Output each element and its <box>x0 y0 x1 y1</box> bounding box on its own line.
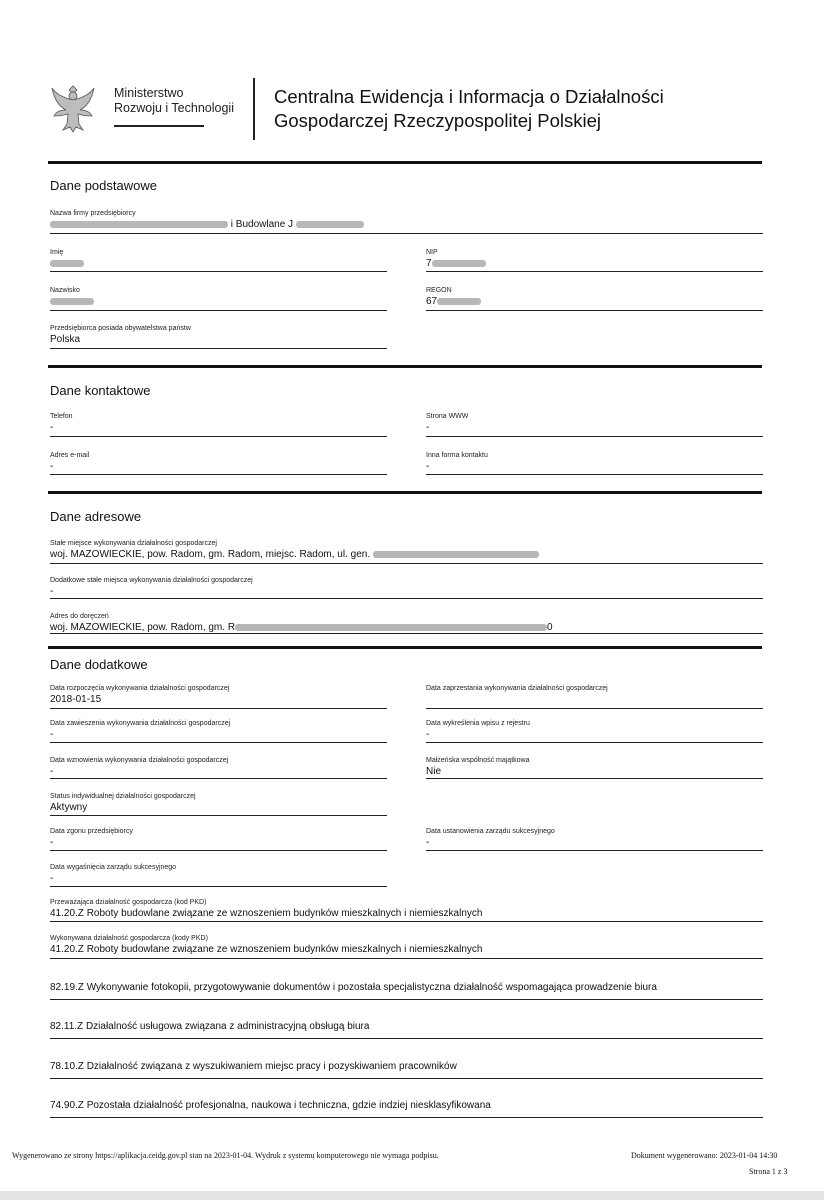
field-label: Nazwisko <box>50 287 80 294</box>
field-label: Data zgonu przedsiębiorcy <box>50 828 133 835</box>
field-website <box>426 412 763 437</box>
field-additional-address <box>50 576 763 599</box>
field-last-name <box>50 286 387 311</box>
section-title-adresowe: Dane adresowe <box>50 509 142 524</box>
field-suspension-date <box>50 719 387 743</box>
field-label: Adres do doręczeń <box>50 613 109 620</box>
field-value: - <box>426 729 430 740</box>
field-underline <box>50 271 387 273</box>
field-value: - <box>50 586 54 597</box>
field-value: Aktywny <box>50 802 88 813</box>
pkd-item: 74.90.Z Pozostała działalność profesjonalna, naukowa i techniczna, gdzie indziej niesklasyfikowana <box>50 1100 491 1111</box>
field-delivery-address <box>50 612 763 634</box>
field-underline <box>50 815 387 817</box>
field-value: - <box>50 729 54 740</box>
pkd-row <box>50 1100 763 1118</box>
field-label: Nazwa firmy przedsiębiorcy <box>50 210 136 217</box>
field-value <box>50 219 763 231</box>
field-label: Imię <box>50 249 64 256</box>
pkd-item: 41.20.Z Roboty budowlane związane ze wznoszeniem budynków mieszkalnych i niemieszkalnych <box>50 944 483 955</box>
field-underline <box>50 742 387 744</box>
field-nip <box>426 248 763 272</box>
field-underline <box>50 633 763 635</box>
section-rule <box>48 161 762 164</box>
field-pkd-list <box>50 934 763 959</box>
register-title <box>274 85 794 133</box>
field-underline <box>50 1038 763 1040</box>
ministry-underline <box>114 125 204 127</box>
field-underline <box>50 598 763 600</box>
field-underline <box>50 310 387 312</box>
field-label: Dodatkowe stałe miejsca wykonywania działalności gospodarczej <box>50 577 253 584</box>
nip-prefix: 7 <box>426 258 432 269</box>
pkd-item: 82.11.Z Działalność usługowa związana z administracyjną obsługą biura <box>50 1021 370 1032</box>
field-value <box>50 296 387 308</box>
field-value <box>50 549 763 561</box>
field-label: Adres e-mail <box>50 452 90 459</box>
field-underline <box>426 436 763 438</box>
ministry-line-2: Rozwoju i Technologii <box>114 101 234 115</box>
field-value: - <box>50 837 54 848</box>
redaction-bar <box>373 551 539 558</box>
field-label: Data wygaśnięcia zarządu sukcesyjnego <box>50 864 177 871</box>
scan-edge <box>0 1191 824 1200</box>
redaction-bar <box>50 221 228 228</box>
delivery-address-visible: woj. MAZOWIECKIE, pow. Radom, gm. R <box>50 622 236 633</box>
section-title-podstawowe: Dane podstawowe <box>50 178 157 193</box>
field-label: Małżeńska wspólność majątkowa <box>426 757 530 764</box>
field-value <box>50 258 387 270</box>
section-rule <box>48 365 762 368</box>
field-value <box>426 296 763 308</box>
field-first-name <box>50 248 387 272</box>
field-underline <box>50 1078 763 1080</box>
company-name-visible: i Budowlane J <box>230 219 294 230</box>
pkd-item: 78.10.Z Działalność związana z wyszukiwaniem miejsc pracy i pozyskiwaniem pracowników <box>50 1061 457 1072</box>
footer-page-number: Strona 1 z 3 <box>749 1167 788 1176</box>
footer-generated-note: Wygenerowano ze strony https://aplikacja.ceidg.gov.pl stan na 2023-01-04. Wydruk z systemu komputerowego nie wymaga podpisu. <box>12 1151 439 1160</box>
pkd-row <box>50 1061 763 1079</box>
field-value <box>426 258 763 270</box>
redaction-bar <box>296 221 364 228</box>
field-label: Inna forma kontaktu <box>426 452 488 459</box>
field-underline <box>50 348 387 350</box>
field-underline <box>50 474 387 476</box>
field-value: - <box>50 422 54 433</box>
field-underline <box>50 563 763 565</box>
redaction-bar <box>50 260 84 267</box>
field-underline <box>50 233 763 235</box>
field-value: Nie <box>426 766 442 777</box>
field-email <box>50 451 387 475</box>
field-main-address <box>50 539 763 564</box>
field-label: Strona WWW <box>426 413 469 420</box>
field-underline <box>426 778 763 780</box>
field-underline <box>50 708 387 710</box>
field-succession-end <box>50 863 387 887</box>
field-deletion-date <box>426 719 763 743</box>
header-divider <box>253 78 255 140</box>
field-underline <box>50 778 387 780</box>
field-resumption-date <box>50 756 387 779</box>
field-status <box>50 792 387 816</box>
pkd-row <box>50 1021 763 1039</box>
field-marital-property <box>426 756 763 779</box>
eagle-emblem-icon <box>50 82 96 134</box>
field-label: Data wznowienia wykonywania działalności gospodarczej <box>50 757 229 764</box>
field-label: Przedsiębiorca posiada obywatelstwa państw <box>50 325 191 332</box>
footer-generated-date: Dokument wygenerowano: 2023-01-04 14:30 <box>631 1151 778 1160</box>
field-other-contact <box>426 451 763 475</box>
field-value: 41.20.Z Roboty budowlane związane ze wznoszeniem budynków mieszkalnych i niemieszkalnych <box>50 908 483 919</box>
field-underline <box>50 921 763 923</box>
redaction-bar <box>437 298 481 305</box>
field-value: - <box>50 873 54 884</box>
ministry-line-1: Ministerstwo <box>114 86 184 100</box>
field-label: Data ustanowienia zarządu sukcesyjnego <box>426 828 555 835</box>
field-underline <box>50 999 763 1001</box>
field-end-date <box>426 684 763 709</box>
field-label: REGON <box>426 287 452 294</box>
register-title-line-2: Gospodarczej Rzeczypospolitej Polskiej <box>274 110 601 131</box>
field-underline <box>426 271 763 273</box>
pkd-item: 82.19.Z Wykonywanie fotokopii, przygotowywanie dokumentów i pozostała specjalistyczna działalność wspomagająca prowadzenie biura <box>50 982 657 993</box>
field-value: - <box>426 422 430 433</box>
field-value: - <box>50 461 54 472</box>
field-underline <box>426 850 763 852</box>
field-underline <box>426 474 763 476</box>
field-succession-start <box>426 827 763 851</box>
address-visible: woj. MAZOWIECKIE, pow. Radom, gm. Radom, miejsc. Radom, ul. gen. <box>50 549 371 560</box>
field-underline <box>50 1117 763 1119</box>
pkd-row <box>50 982 763 1000</box>
field-label: Telefon <box>50 413 73 420</box>
field-label: Data zawieszenia wykonywania działalności gospodarczej <box>50 720 231 727</box>
field-underline <box>50 436 387 438</box>
field-label: Wykonywana działalność gospodarcza (kody PKD) <box>50 935 208 942</box>
field-value: - <box>50 766 54 777</box>
field-underline <box>50 850 387 852</box>
field-label: Status indywidualnej działalności gospodarczej <box>50 793 196 800</box>
section-rule <box>48 491 762 494</box>
section-title-dodatkowe: Dane dodatkowe <box>50 657 148 672</box>
field-underline <box>426 742 763 744</box>
field-underline <box>50 958 763 960</box>
field-label: Data wykreślenia wpisu z rejestru <box>426 720 530 727</box>
field-main-pkd <box>50 898 763 922</box>
section-rule <box>48 646 762 649</box>
section-title-kontaktowe: Dane kontaktowe <box>50 383 151 398</box>
field-phone <box>50 412 387 437</box>
ministry-name <box>114 86 234 116</box>
field-label: NIP <box>426 249 438 256</box>
redaction-bar <box>432 260 486 267</box>
redaction-bar <box>235 624 547 631</box>
field-underline <box>426 708 763 710</box>
field-start-date <box>50 684 387 709</box>
field-company-name <box>50 209 763 234</box>
delivery-address-tail: 0 <box>547 622 553 633</box>
register-title-line-1: Centralna Ewidencja i Informacja o Działalności <box>274 86 664 107</box>
field-value: - <box>426 837 430 848</box>
redaction-bar <box>50 298 94 305</box>
field-underline <box>426 310 763 312</box>
field-value: Polska <box>50 334 81 345</box>
field-citizenship <box>50 324 387 349</box>
field-label: Data rozpoczęcia wykonywania działalności gospodarczej <box>50 685 230 692</box>
field-value: - <box>426 461 430 472</box>
field-value: 2018-01-15 <box>50 694 102 705</box>
field-underline <box>50 886 387 888</box>
field-regon <box>426 286 763 311</box>
field-death-date <box>50 827 387 851</box>
field-label: Data zaprzestania wykonywania działalności gospodarczej <box>426 685 608 692</box>
regon-prefix: 67 <box>426 296 438 307</box>
field-label: Przeważająca działalność gospodarcza (kod PKD) <box>50 899 207 906</box>
field-label: Stałe miejsce wykonywania działalności gospodarczej <box>50 540 217 547</box>
